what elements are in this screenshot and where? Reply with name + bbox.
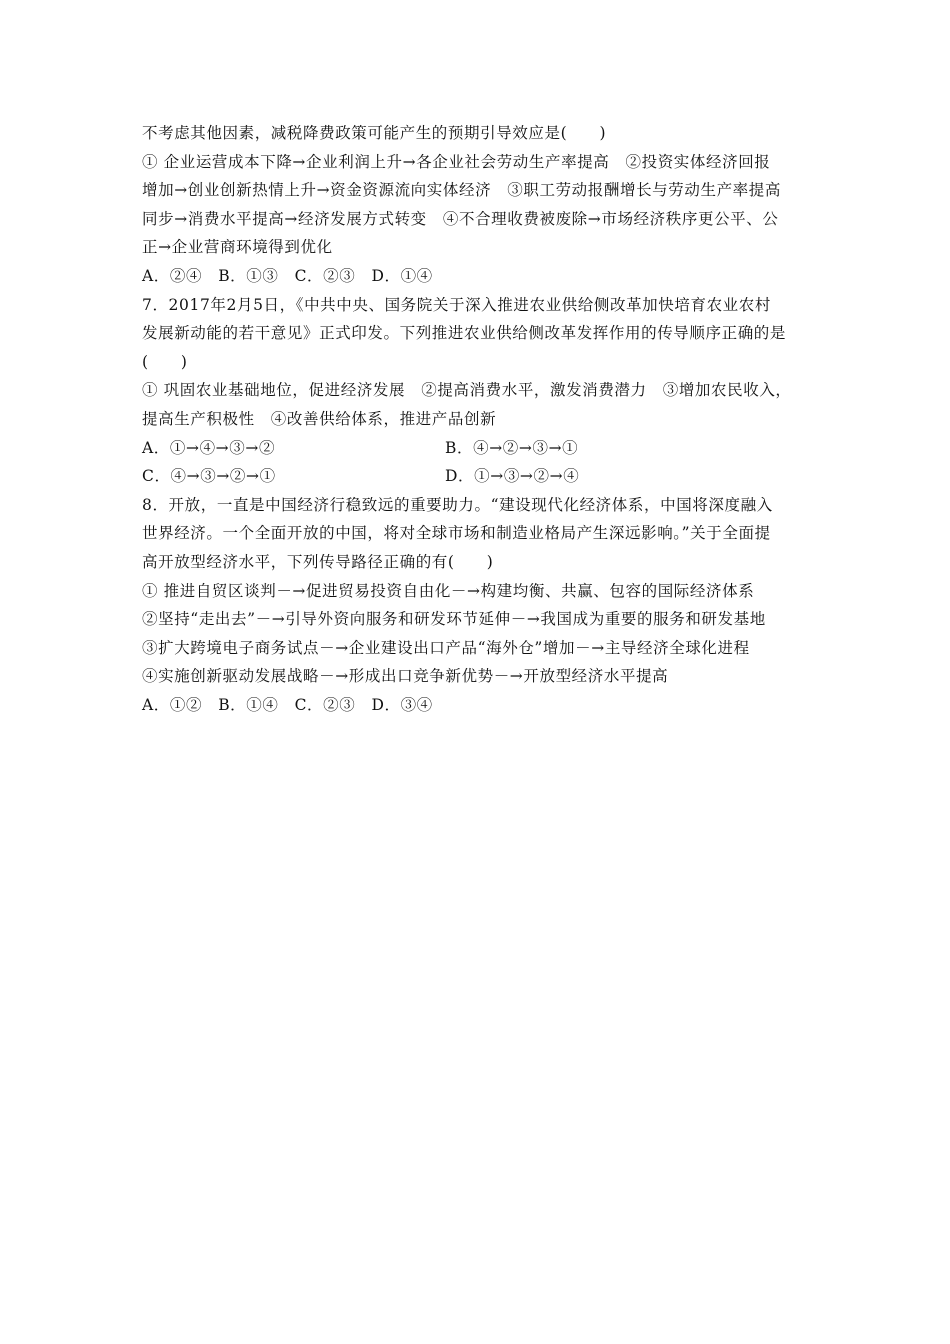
q8-stem-line: 世界经济。一个全面开放的中国，将对全球市场和制造业格局产生深远影响。”关于全面提 [142, 524, 771, 543]
q8-statement-1: ① 推进自贸区谈判－→促进贸易投资自由化－→构建均衡、共赢、包容的国际经济体系 [142, 581, 755, 600]
q6-statements-line: ① 企业运营成本下降→企业利润上升→各企业社会劳动生产率提高 ②投资实体经济回报 [142, 152, 771, 171]
q7-statements-line: 提高生产积极性 ④改善供给体系，推进产品创新 [142, 409, 497, 428]
q8-stem-line: 8．开放，一直是中国经济行稳致远的重要助力。“建设现代化经济体系，中国将深度融入 [142, 495, 773, 514]
q6-statements-line: 增加→创业创新热情上升→资金资源流向实体经济 ③职工劳动报酬增长与劳动生产率提高 [142, 181, 781, 200]
q8-stem-line: 高开放型经济水平，下列传导路径正确的有( ) [142, 552, 494, 571]
document-page [142, 119, 822, 719]
q7-stem-line: 7．2017年2月5日，《中共中央、国务院关于深入推进农业供给侧改革加快培育农业农村 [142, 295, 771, 314]
q6-statements-line: 同步→消费水平提高→经济发展方式转变 ④不合理收费被废除→市场经济秩序更公平、公 [142, 209, 779, 228]
q7-option-a: A．①→④→③→② [142, 438, 276, 457]
q7-stem-line: 发展新动能的若干意见》正式印发。下列推进农业供给侧改革发挥作用的传导顺序正确的是 [142, 324, 787, 343]
q7-options-row [142, 434, 822, 463]
q7-option-d: D．①→③→②→④ [445, 467, 580, 486]
q7-options-row [142, 462, 822, 491]
q7-statements-line: ① 巩固农业基础地位，促进经济发展 ②提高消费水平，激发消费潜力 ③增加农民收入， [142, 381, 792, 400]
q6-options: A．②④ B．①③ C．②③ D．①④ [142, 266, 433, 285]
q7-option-b: B．④→②→③→① [445, 438, 579, 457]
q8-statement-4: ④实施创新驱动发展战略－→形成出口竞争新优势－→开放型经济水平提高 [142, 667, 669, 686]
q7-stem-line: ( ) [142, 352, 188, 371]
q8-statement-2: ②坚持“走出去”－→引导外资向服务和研发环节延伸－→我国成为重要的服务和研发基地 [142, 610, 766, 629]
q8-options: A．①② B．①④ C．②③ D．③④ [142, 695, 433, 714]
q7-option-c: C．④→③→②→① [142, 467, 276, 486]
q6-stem-line: 不考虑其他因素，减税降费政策可能产生的预期引导效应是( ) [142, 124, 607, 142]
q6-statements-line: 正→企业营商环境得到优化 [142, 238, 333, 257]
q8-statement-3: ③扩大跨境电子商务试点－→企业建设出口产品“海外仓”增加－→主导经济全球化进程 [142, 638, 750, 657]
